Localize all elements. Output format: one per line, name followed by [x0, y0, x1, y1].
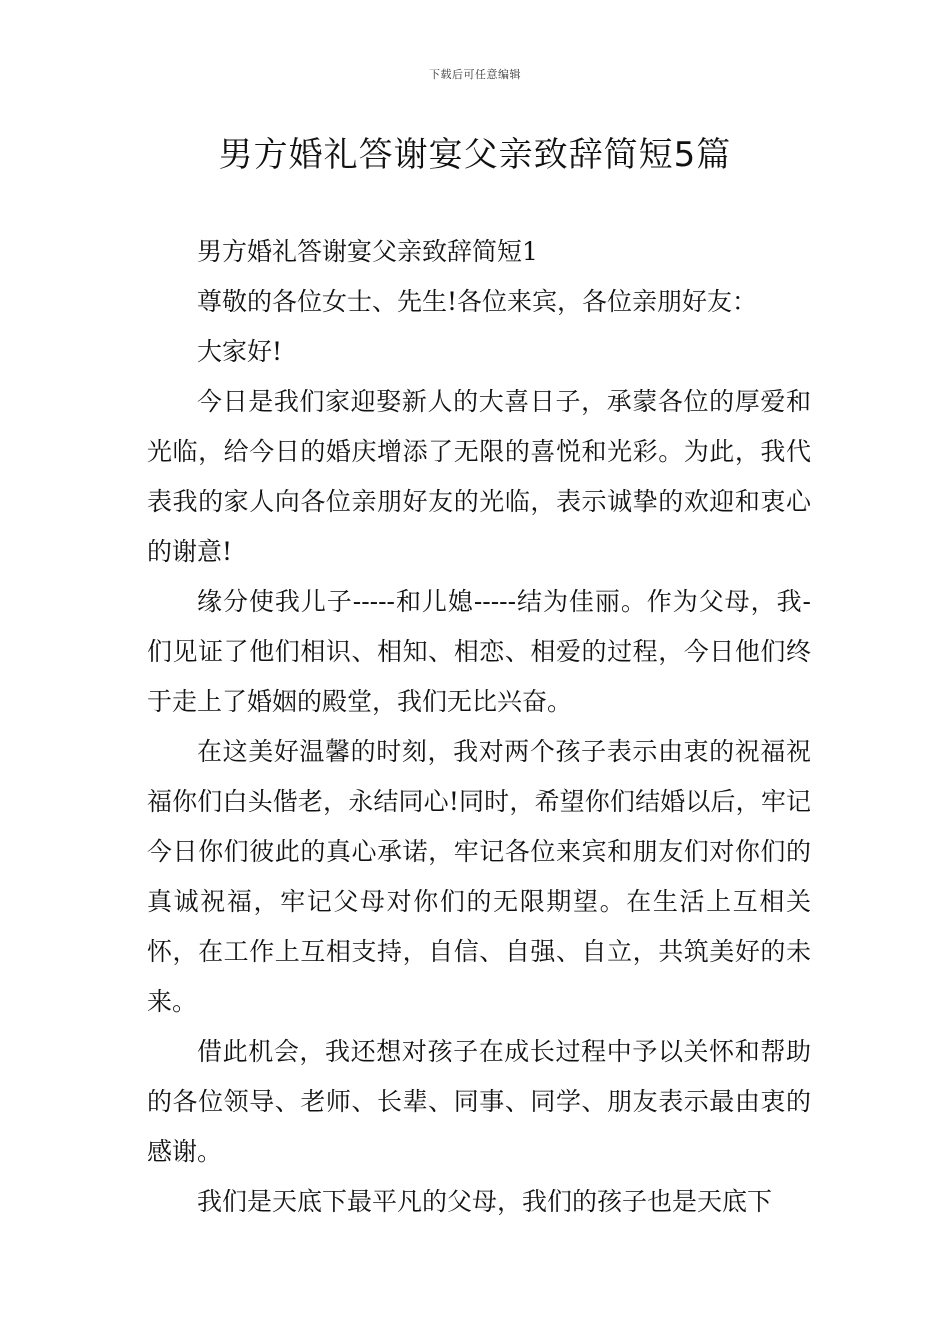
paragraph-subtitle: 男方婚礼答谢宴父亲致辞简短1 [197, 237, 538, 266]
header-note: 下载后可任意编辑 [429, 68, 521, 81]
document-body [147, 227, 811, 1227]
paragraph-greeting: 大家好! [197, 337, 283, 366]
paragraph: 缘分使我儿子-----和儿媳-----结为佳丽。作为父母，我-们见证了他们相识、相知、相恋、相爱的过程，今日他们终于走上了婚姻的殿堂，我们无比兴奋。 [147, 587, 811, 716]
document-title: 男方婚礼答谢宴父亲致辞简短5篇 [218, 135, 732, 175]
paragraph: 今日是我们家迎娶新人的大喜日子，承蒙各位的厚爱和光临，给今日的婚庆增添了无限的喜悦和光彩。为此，我代表我的家人向各位亲朋好友的光临，表示诚挚的欢迎和衷心的谢意! [147, 387, 811, 566]
paragraph: 我们是天底下最平凡的父母，我们的孩子也是天底下 [197, 1187, 773, 1216]
paragraph: 借此机会，我还想对孩子在成长过程中予以关怀和帮助的各位领导、老师、长辈、同事、同学、朋友表示最由衷的感谢。 [147, 1037, 811, 1166]
paragraph: 在这美好温馨的时刻，我对两个孩子表示由衷的祝福祝福你们白头偕老，永结同心!同时，希望你们结婚以后，牢记今日你们彼此的真心承诺，牢记各位来宾和朋友们对你们的真诚祝福，牢记父母对你们的无限期望。在生活上互相关怀，在工作上互相支持，自信、自强、自立，共筑美好的未来。 [147, 737, 811, 1016]
paragraph-salutation: 尊敬的各位女士、先生!各位来宾，各位亲朋好友： [197, 287, 758, 316]
